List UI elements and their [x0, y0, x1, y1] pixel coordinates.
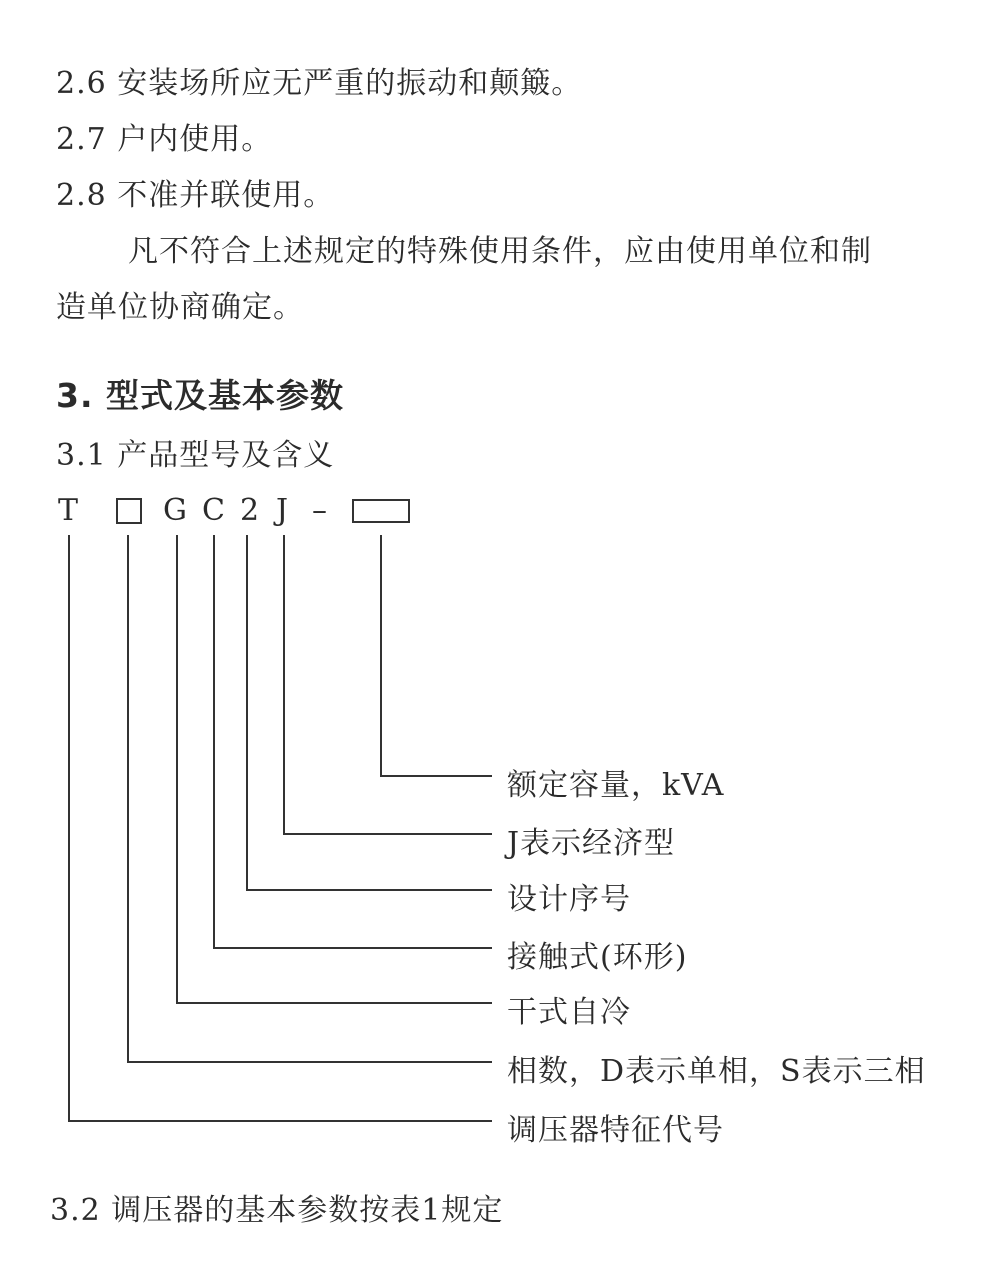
leader-serial-v	[246, 535, 248, 891]
leader-code-h	[68, 1120, 492, 1122]
leader-dry-v	[176, 535, 178, 1004]
code-g: G	[163, 493, 187, 528]
section-3-1-title: 3.1 产品型号及含义	[56, 438, 335, 473]
code-c: C	[202, 493, 225, 528]
code-2: 2	[240, 493, 260, 528]
leader-phase-v	[127, 535, 129, 1063]
leader-code-v	[68, 535, 70, 1122]
leader-contact-h	[213, 947, 492, 949]
code-t: T	[58, 493, 79, 528]
note-line-1: 凡不符合上述规定的特殊使用条件，应由使用单位和制	[128, 234, 872, 269]
clause-2-8: 2.8 不准并联使用。	[56, 178, 335, 213]
meaning-rated-capacity: 额定容量，kVA	[507, 768, 725, 803]
meaning-dry-self-cooling: 干式自冷	[507, 995, 631, 1030]
leader-contact-v	[213, 535, 215, 949]
clause-2-7: 2.7 户内使用。	[56, 122, 273, 157]
meaning-contact-type: 接触式(环形)	[507, 940, 688, 975]
meaning-regulator-code: 调压器特征代号	[507, 1113, 724, 1148]
capacity-placeholder-box	[352, 499, 410, 523]
leader-economy-v	[283, 535, 285, 835]
leader-dry-h	[176, 1002, 492, 1004]
leader-phase-h	[127, 1061, 492, 1063]
code-dash: –	[312, 493, 327, 528]
code-j: J	[276, 493, 289, 528]
clause-2-6: 2.6 安装场所应无严重的振动和颠簸。	[56, 66, 583, 101]
leader-capacity-h	[380, 775, 492, 777]
section-3-title: 3. 型式及基本参数	[56, 376, 344, 415]
meaning-economy: J表示经济型	[507, 826, 676, 861]
section-3-2-title: 3.2 调压器的基本参数按表1规定	[50, 1193, 504, 1228]
phase-placeholder-box	[116, 498, 142, 524]
meaning-design-serial: 设计序号	[507, 882, 631, 917]
meaning-phase: 相数，D表示单相，S表示三相	[507, 1054, 926, 1089]
leader-serial-h	[246, 889, 492, 891]
leader-economy-h	[283, 833, 492, 835]
note-line-2: 造单位协商确定。	[56, 290, 304, 325]
leader-capacity-v	[380, 535, 382, 777]
